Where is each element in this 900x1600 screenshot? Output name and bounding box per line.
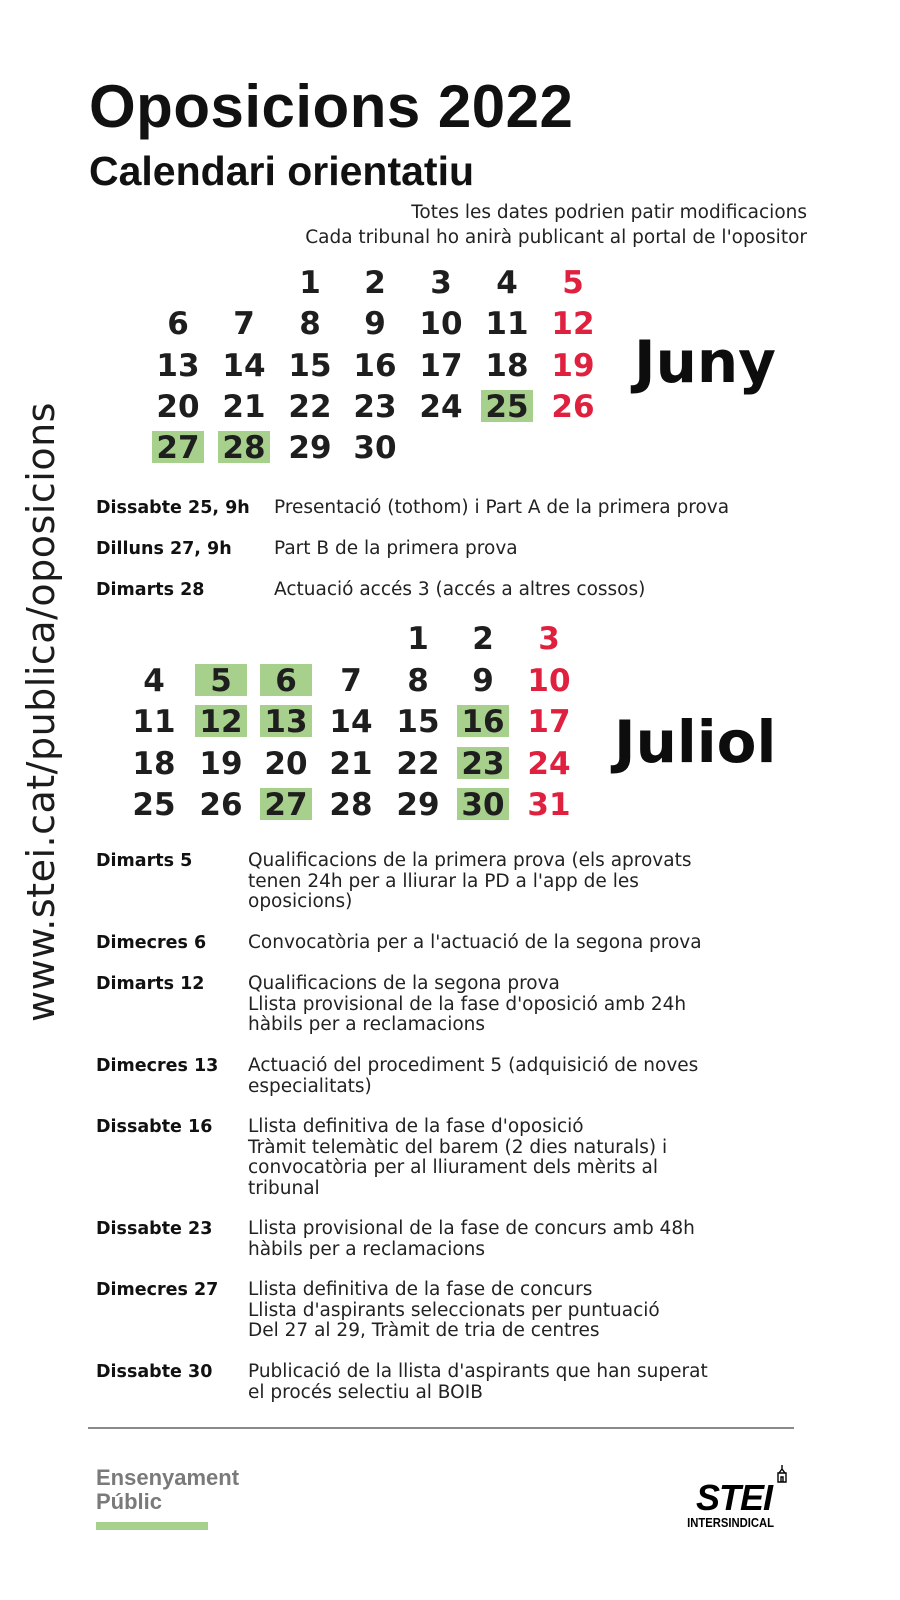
- event-date: Dissabte 25, 9h: [96, 498, 250, 518]
- calendar-day: 4: [496, 265, 518, 301]
- calendar-day: 25: [132, 787, 176, 823]
- logo-ensenyament-text: Ensenyament: [96, 1465, 240, 1490]
- logo-intersindical-text: INTERSINDICAL: [687, 1516, 775, 1530]
- logo-stei-text: STEI: [695, 1477, 772, 1518]
- calendar-day: 10: [527, 663, 571, 699]
- disclaimer-line-2: Cada tribunal ho anirà publicant al portal de l'opositor: [305, 227, 807, 248]
- event-date: Dissabte 16: [96, 1117, 213, 1137]
- calendar-day: 21: [222, 389, 266, 425]
- calendar-day: 1: [299, 265, 321, 301]
- calendar-day: 29: [396, 787, 440, 823]
- logo-ensenyament-public: [96, 1466, 296, 1536]
- calendar-day: 13: [156, 348, 200, 384]
- calendar-day: 6: [260, 664, 312, 696]
- calendar-day: 15: [288, 348, 332, 384]
- calendar-day: 25: [481, 390, 533, 422]
- calendar-day: 16: [457, 705, 509, 737]
- event-description: Part B de la primera prova: [274, 538, 518, 559]
- event-date: Dilluns 27, 9h: [96, 539, 232, 559]
- calendar-day: 14: [329, 704, 373, 740]
- calendar-day: 18: [132, 746, 176, 782]
- event-description: Convocatòria per a l'actuació de la segona prova: [248, 932, 702, 953]
- disclaimer-line-1: Totes les dates podrien patir modificacions: [411, 202, 807, 223]
- event-date: Dimecres 6: [96, 933, 207, 953]
- calendar-day: 9: [364, 306, 386, 342]
- calendar-day: 16: [353, 348, 397, 384]
- logo-public-text: Públic: [96, 1489, 163, 1514]
- event-date: Dissabte 23: [96, 1219, 213, 1239]
- calendar-day: 9: [472, 663, 494, 699]
- calendar-day: 21: [329, 746, 373, 782]
- event-date: Dimarts 12: [96, 974, 205, 994]
- calendar-day: 28: [218, 431, 270, 463]
- calendar-day: 17: [527, 704, 571, 740]
- calendar-day: 11: [485, 306, 529, 342]
- calendar-day: 11: [132, 704, 176, 740]
- event-description: Llista definitiva de la fase d'oposició Tràmit telemàtic del barem (2 dies naturals) i convocatòria per al lliurament dels mèrits al tribunal: [248, 1116, 668, 1199]
- event-date: Dimecres 13: [96, 1056, 219, 1076]
- calendar-day: 5: [562, 265, 584, 301]
- calendar-day: 7: [340, 663, 362, 699]
- calendar-day: 6: [167, 306, 189, 342]
- calendar-day: 19: [199, 746, 243, 782]
- calendar-day: 7: [233, 306, 255, 342]
- calendar-day: 24: [527, 746, 571, 782]
- event-date: Dimarts 28: [96, 580, 205, 600]
- calendar-day: 30: [457, 788, 509, 820]
- calendar-day: 19: [551, 348, 595, 384]
- calendar-day: 10: [419, 306, 463, 342]
- calendar-day: 27: [260, 788, 312, 820]
- calendar-day: 23: [353, 389, 397, 425]
- calendar-day: 3: [430, 265, 452, 301]
- calendar-day: 31: [527, 787, 571, 823]
- month-label-july: Juliol: [614, 708, 777, 776]
- calendar-day: 30: [353, 430, 397, 466]
- calendar-day: 20: [156, 389, 200, 425]
- month-label-june: Juny: [634, 328, 776, 396]
- calendar-day: 23: [457, 747, 509, 779]
- page-title: Oposicions 2022: [89, 73, 574, 140]
- event-description: Qualificacions de la primera prova (els aprovats tenen 24h per a lliurar la PD a l'app de les oposicions): [248, 850, 692, 912]
- event-description: Qualificacions de la segona prova Llista provisional de la fase d'oposició amb 24h hàbils per a reclamacions: [248, 973, 687, 1035]
- calendar-day: 28: [329, 787, 373, 823]
- calendar-day: 17: [419, 348, 463, 384]
- calendar-day: 14: [222, 348, 266, 384]
- calendar-day: 26: [551, 389, 595, 425]
- event-date: Dimecres 27: [96, 1280, 219, 1300]
- website-url[interactable]: www.stei.cat/publica/oposicions: [19, 402, 63, 1022]
- logo-underline-bar: [96, 1522, 208, 1530]
- calendar-day: 22: [288, 389, 332, 425]
- calendar-day: 18: [485, 348, 529, 384]
- calendar-day: 8: [299, 306, 321, 342]
- calendar-day: 22: [396, 746, 440, 782]
- calendar-day: 3: [538, 621, 560, 657]
- logo-stei-intersindical: [680, 1464, 792, 1534]
- calendar-day: 12: [551, 306, 595, 342]
- event-description: Presentació (tothom) i Part A de la primera prova: [274, 497, 730, 518]
- event-description: Publicació de la llista d'aspirants que han superat el procés selectiu al BOIB: [248, 1361, 708, 1403]
- calendar-day: 4: [143, 663, 165, 699]
- calendar-day: 1: [407, 621, 429, 657]
- event-description: Actuació del procediment 5 (adquisició de noves especialitats): [248, 1055, 699, 1097]
- event-date: Dimarts 5: [96, 851, 193, 871]
- calendar-day: 2: [364, 265, 386, 301]
- calendar-day: 8: [407, 663, 429, 699]
- footer-divider: [88, 1427, 794, 1429]
- event-date: Dissabte 30: [96, 1362, 213, 1382]
- calendar-day: 15: [396, 704, 440, 740]
- calendar-day: 26: [199, 787, 243, 823]
- calendar-day: 2: [472, 621, 494, 657]
- calendar-day: 13: [260, 705, 312, 737]
- calendar-day: 24: [419, 389, 463, 425]
- calendar-day: 12: [195, 705, 247, 737]
- calendar-day: 20: [264, 746, 308, 782]
- event-description: Llista provisional de la fase de concurs amb 48h hàbils per a reclamacions: [248, 1218, 695, 1260]
- calendar-day: 5: [195, 664, 247, 696]
- event-description: Llista definitiva de la fase de concurs Llista d'aspirants seleccionats per puntuació Del 27 al 29, Tràmit de tria de centres: [248, 1279, 660, 1341]
- page-subtitle: Calendari orientatiu: [89, 148, 475, 194]
- event-description: Actuació accés 3 (accés a altres cossos): [274, 579, 646, 600]
- calendar-day: 29: [288, 430, 332, 466]
- calendar-day: 27: [152, 431, 204, 463]
